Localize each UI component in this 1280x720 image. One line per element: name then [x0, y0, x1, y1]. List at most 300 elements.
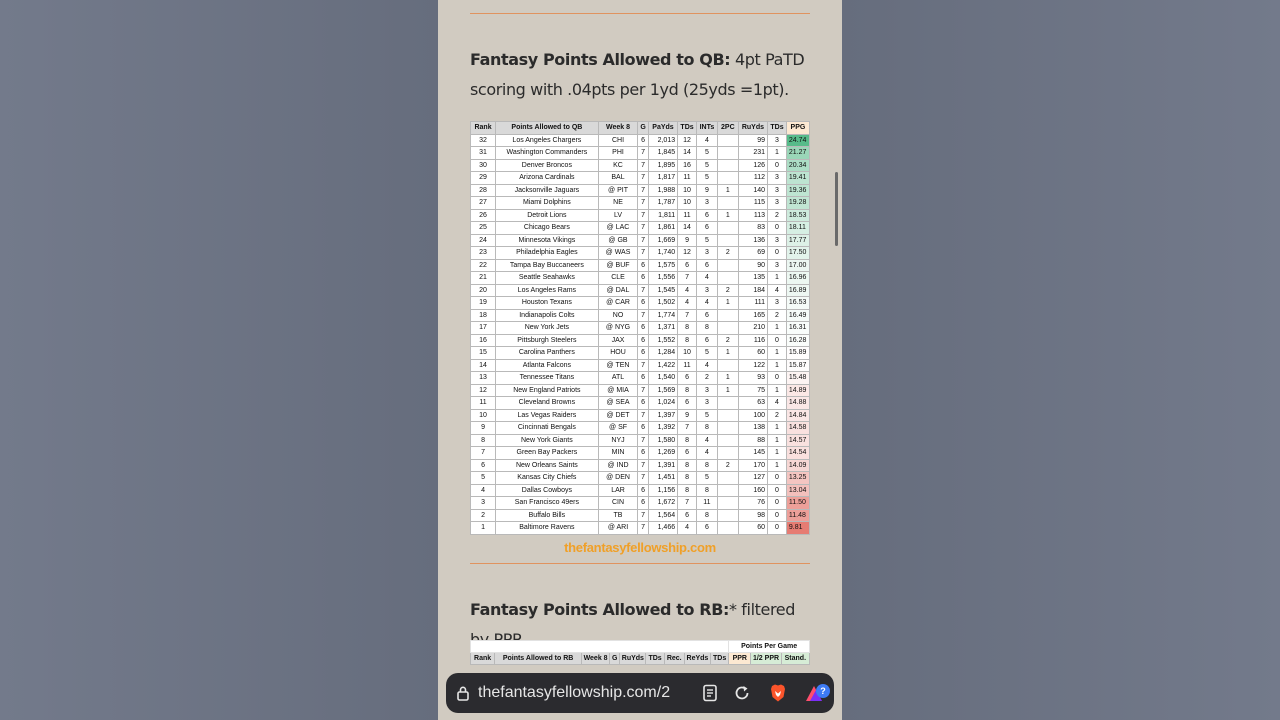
team-cell: Tennessee Titans — [496, 372, 599, 385]
qb-heading-text: 4pt PaTD scoring with .04pts per 1yd (25yds =1pt). — [470, 50, 805, 99]
ppg-cell: 21.27 — [786, 147, 809, 160]
table-cell: 63 — [738, 397, 767, 410]
table-cell — [717, 147, 738, 160]
table-cell: LV — [598, 209, 638, 222]
table-cell: @ WAS — [598, 247, 638, 260]
table-row — [471, 472, 810, 485]
table-cell: 1 — [768, 422, 787, 435]
table-cell: 3 — [696, 197, 717, 210]
table-row — [471, 272, 810, 285]
table-cell: 1,672 — [648, 497, 677, 510]
table-row — [471, 359, 810, 372]
table-cell: 6 — [678, 259, 697, 272]
table-cell: 1,156 — [648, 484, 677, 497]
table-cell: 7 — [638, 147, 648, 160]
brave-shield-icon[interactable] — [768, 683, 788, 703]
team-cell: San Francisco 49ers — [496, 497, 599, 510]
table-cell: 12 — [678, 247, 697, 260]
browser-address-bar[interactable] — [446, 673, 834, 713]
table-cell — [717, 259, 738, 272]
team-cell: Carolina Panthers — [496, 347, 599, 360]
team-cell: Baltimore Ravens — [496, 522, 599, 535]
table-row — [471, 397, 810, 410]
ppg-cell: 9.81 — [786, 522, 809, 535]
table-cell: 170 — [738, 459, 767, 472]
browser-viewport[interactable] — [438, 0, 842, 720]
table-cell: 2 — [717, 459, 738, 472]
table-cell: 60 — [738, 347, 767, 360]
section-divider — [470, 13, 810, 14]
table-row — [471, 134, 810, 147]
team-cell: Kansas City Chiefs — [496, 472, 599, 485]
team-cell: Jacksonville Jaguars — [496, 184, 599, 197]
ppg-cell: 17.00 — [786, 259, 809, 272]
table-cell: 29 — [471, 172, 496, 185]
url-text[interactable]: thefantasyfellowship.com/2 — [478, 684, 671, 701]
table-row — [471, 484, 810, 497]
column-header: G — [610, 653, 620, 665]
column-header: Stand. — [781, 653, 809, 665]
table-cell: 6 — [696, 209, 717, 222]
table-cell: 0 — [768, 472, 787, 485]
team-cell: Atlanta Falcons — [496, 359, 599, 372]
table-cell — [717, 309, 738, 322]
table-cell: 1,575 — [648, 259, 677, 272]
reader-mode-icon[interactable] — [700, 683, 720, 703]
table-cell: 0 — [768, 484, 787, 497]
table-cell: 1,845 — [648, 147, 677, 160]
table-cell: 20 — [471, 284, 496, 297]
table-row — [471, 197, 810, 210]
table-cell: 7 — [638, 222, 648, 235]
table-cell: 14 — [678, 222, 697, 235]
table-cell: 1,740 — [648, 247, 677, 260]
table-cell: 4 — [678, 522, 697, 535]
table-cell — [717, 234, 738, 247]
ppg-cell: 14.84 — [786, 409, 809, 422]
table-cell: 111 — [738, 297, 767, 310]
ppg-cell: 20.34 — [786, 159, 809, 172]
table-cell: 3 — [768, 197, 787, 210]
rb-column-header-row — [471, 653, 810, 665]
qb-points-allowed-table — [470, 121, 810, 535]
column-header: TDs — [711, 653, 729, 665]
table-cell: 8 — [696, 422, 717, 435]
table-cell: 7 — [638, 472, 648, 485]
table-cell: 3 — [696, 384, 717, 397]
table-cell: 7 — [638, 159, 648, 172]
table-cell: 8 — [678, 472, 697, 485]
column-header: TDs — [678, 122, 697, 135]
table-cell: 3 — [471, 497, 496, 510]
table-cell: 4 — [768, 284, 787, 297]
ppg-cell: 14.58 — [786, 422, 809, 435]
table-cell: 14 — [471, 359, 496, 372]
ppg-cell: 19.36 — [786, 184, 809, 197]
table-cell: 126 — [738, 159, 767, 172]
team-cell: Tampa Bay Buccaneers — [496, 259, 599, 272]
table-cell: 12 — [471, 384, 496, 397]
table-cell: 9 — [696, 184, 717, 197]
table-cell: 8 — [696, 484, 717, 497]
table-cell: 136 — [738, 234, 767, 247]
table-cell: 0 — [768, 372, 787, 385]
column-header: Points Allowed to QB — [496, 122, 599, 135]
table-cell — [717, 509, 738, 522]
table-cell: 28 — [471, 184, 496, 197]
table-cell: 8 — [471, 434, 496, 447]
table-cell — [717, 359, 738, 372]
table-cell: 88 — [738, 434, 767, 447]
column-header: G — [638, 122, 648, 135]
table-cell: 7 — [638, 172, 648, 185]
table-cell: 6 — [696, 259, 717, 272]
table-cell: 10 — [678, 184, 697, 197]
table-cell: @ GB — [598, 234, 638, 247]
table-cell: 3 — [768, 184, 787, 197]
table-cell: 6 — [638, 134, 648, 147]
column-header: RuYds — [620, 653, 646, 665]
table-row — [471, 284, 810, 297]
table-cell: 127 — [738, 472, 767, 485]
team-cell: Buffalo Bills — [496, 509, 599, 522]
table-cell: 15 — [471, 347, 496, 360]
table-cell: NYJ — [598, 434, 638, 447]
column-header: RuYds — [738, 122, 767, 135]
table-cell: 7 — [471, 447, 496, 460]
table-cell: 1,787 — [648, 197, 677, 210]
column-header: TDs — [646, 653, 664, 665]
table-cell: JAX — [598, 334, 638, 347]
lock-icon — [456, 685, 470, 701]
table-cell: 8 — [696, 509, 717, 522]
table-cell: 1,391 — [648, 459, 677, 472]
table-cell: 17 — [471, 322, 496, 335]
team-cell: Indianapolis Colts — [496, 309, 599, 322]
ppg-cell: 16.28 — [786, 334, 809, 347]
table-row — [471, 372, 810, 385]
table-cell: @ PIT — [598, 184, 638, 197]
table-cell: 6 — [471, 459, 496, 472]
column-header: Week 8 — [598, 122, 638, 135]
table-cell: KC — [598, 159, 638, 172]
team-cell: Houston Texans — [496, 297, 599, 310]
table-cell: 3 — [768, 134, 787, 147]
table-cell: 1,895 — [648, 159, 677, 172]
table-row — [471, 172, 810, 185]
table-cell: 231 — [738, 147, 767, 160]
team-cell: Seattle Seahawks — [496, 272, 599, 285]
table-cell: 145 — [738, 447, 767, 460]
table-cell: 9 — [678, 409, 697, 422]
team-cell: Green Bay Packers — [496, 447, 599, 460]
column-header: Rank — [471, 122, 496, 135]
ppg-cell: 14.57 — [786, 434, 809, 447]
table-cell: 140 — [738, 184, 767, 197]
table-cell: 99 — [738, 134, 767, 147]
table-cell: 1,817 — [648, 172, 677, 185]
table-cell — [717, 172, 738, 185]
ppg-cell: 13.04 — [786, 484, 809, 497]
table-cell: 75 — [738, 384, 767, 397]
table-cell: 6 — [696, 309, 717, 322]
team-cell: New York Giants — [496, 434, 599, 447]
ppg-cell: 14.88 — [786, 397, 809, 410]
ppg-cell: 16.53 — [786, 297, 809, 310]
background-right — [842, 0, 1280, 720]
table-cell: 1 — [471, 522, 496, 535]
brave-rewards-icon[interactable] — [804, 683, 832, 703]
ppg-cell: 15.87 — [786, 359, 809, 372]
table-cell — [717, 434, 738, 447]
team-cell: Washington Commanders — [496, 147, 599, 160]
table-cell: 16 — [678, 159, 697, 172]
table-cell: 6 — [638, 259, 648, 272]
table-cell: CHI — [598, 134, 638, 147]
table-cell: 1 — [717, 384, 738, 397]
table-cell: 4 — [696, 297, 717, 310]
column-header: ReYds — [684, 653, 710, 665]
table-cell: 18 — [471, 309, 496, 322]
table-cell: 165 — [738, 309, 767, 322]
table-cell: 32 — [471, 134, 496, 147]
table-cell: @ LAC — [598, 222, 638, 235]
team-cell: Cleveland Browns — [496, 397, 599, 410]
table-cell: 1,569 — [648, 384, 677, 397]
table-cell: 6 — [638, 347, 648, 360]
table-cell: 21 — [471, 272, 496, 285]
table-cell: 11 — [678, 209, 697, 222]
table-cell: 4 — [696, 134, 717, 147]
ppg-cell: 18.53 — [786, 209, 809, 222]
team-cell: Chicago Bears — [496, 222, 599, 235]
table-cell: 4 — [768, 397, 787, 410]
table-cell: 1 — [717, 347, 738, 360]
table-cell: 6 — [638, 397, 648, 410]
table-cell: 4 — [678, 297, 697, 310]
table-cell: 7 — [638, 284, 648, 297]
table-cell: 1,451 — [648, 472, 677, 485]
table-cell: 7 — [678, 272, 697, 285]
table-cell: 69 — [738, 247, 767, 260]
table-cell: 113 — [738, 209, 767, 222]
table-cell: 16 — [471, 334, 496, 347]
table-cell: 9 — [471, 422, 496, 435]
table-cell: 3 — [768, 234, 787, 247]
table-row — [471, 247, 810, 260]
team-cell: Las Vegas Raiders — [496, 409, 599, 422]
scrollbar-thumb[interactable] — [835, 172, 838, 246]
table-cell: 83 — [738, 222, 767, 235]
table-cell: 1,269 — [648, 447, 677, 460]
column-header: Rec. — [664, 653, 684, 665]
table-cell: @ DET — [598, 409, 638, 422]
table-cell: 1,502 — [648, 297, 677, 310]
ppg-cell: 16.31 — [786, 322, 809, 335]
ppg-cell: 16.89 — [786, 284, 809, 297]
table-cell: 7 — [638, 359, 648, 372]
table-cell: 1,397 — [648, 409, 677, 422]
table-cell: 4 — [696, 447, 717, 460]
table-cell: 4 — [696, 434, 717, 447]
table-cell: 6 — [638, 497, 648, 510]
table-cell: 60 — [738, 522, 767, 535]
table-cell: 1,392 — [648, 422, 677, 435]
table-cell: 1 — [768, 447, 787, 460]
table-cell: 5 — [696, 159, 717, 172]
table-cell: 210 — [738, 322, 767, 335]
table-cell: HOU — [598, 347, 638, 360]
table-cell: 1 — [768, 147, 787, 160]
table-cell: 1 — [768, 459, 787, 472]
table-cell: 10 — [678, 197, 697, 210]
table-cell: 1,669 — [648, 234, 677, 247]
team-cell: Denver Broncos — [496, 159, 599, 172]
reload-icon[interactable] — [732, 683, 752, 703]
table-cell: 11 — [696, 497, 717, 510]
table-cell: 8 — [678, 459, 697, 472]
table-cell: 3 — [696, 247, 717, 260]
ppg-cell: 17.77 — [786, 234, 809, 247]
table-cell: 3 — [768, 172, 787, 185]
table-row — [471, 384, 810, 397]
table-cell: 1 — [768, 322, 787, 335]
table-cell: 3 — [696, 284, 717, 297]
table-cell: 6 — [638, 447, 648, 460]
table-cell: 6 — [696, 522, 717, 535]
ppg-cell: 11.48 — [786, 509, 809, 522]
table-cell: 1,540 — [648, 372, 677, 385]
table-cell: 6 — [678, 372, 697, 385]
team-cell: New York Jets — [496, 322, 599, 335]
team-cell: Detroit Lions — [496, 209, 599, 222]
ppg-cell: 13.25 — [786, 472, 809, 485]
table-cell: 93 — [738, 372, 767, 385]
table-cell: 7 — [638, 509, 648, 522]
table-cell: 116 — [738, 334, 767, 347]
table-cell: 1,580 — [648, 434, 677, 447]
table-row — [471, 334, 810, 347]
table-cell: 2 — [471, 509, 496, 522]
table-cell: @ DEN — [598, 472, 638, 485]
table-cell: 184 — [738, 284, 767, 297]
rb-heading-text: * filtered — [729, 600, 795, 619]
table-cell — [717, 322, 738, 335]
table-cell: 7 — [638, 522, 648, 535]
table-cell: 11 — [678, 172, 697, 185]
team-cell: Minnesota Vikings — [496, 234, 599, 247]
table-cell — [717, 447, 738, 460]
table-cell: 1 — [717, 372, 738, 385]
table-cell: 9 — [678, 234, 697, 247]
team-cell: Arizona Cardinals — [496, 172, 599, 185]
table-cell: 27 — [471, 197, 496, 210]
table-cell: 2 — [717, 284, 738, 297]
table-cell: 14 — [678, 147, 697, 160]
team-cell: Philadelphia Eagles — [496, 247, 599, 260]
table-cell: NO — [598, 309, 638, 322]
table-cell: 1 — [717, 184, 738, 197]
table-cell: 5 — [696, 147, 717, 160]
site-watermark: thefantasyfellowship.com — [564, 540, 716, 555]
table-cell: 1 — [717, 297, 738, 310]
table-cell: 7 — [678, 309, 697, 322]
table-cell — [717, 409, 738, 422]
ppg-cell: 24.74 — [786, 134, 809, 147]
table-cell: 6 — [638, 322, 648, 335]
table-cell: 10 — [678, 347, 697, 360]
column-header: PPG — [786, 122, 809, 135]
table-cell: CLE — [598, 272, 638, 285]
table-cell: 4 — [696, 359, 717, 372]
table-cell: 1,564 — [648, 509, 677, 522]
table-cell: 26 — [471, 209, 496, 222]
ppg-cell: 15.89 — [786, 347, 809, 360]
background-left — [0, 0, 438, 720]
table-cell: 5 — [696, 409, 717, 422]
table-cell: 8 — [678, 322, 697, 335]
table-cell: 31 — [471, 147, 496, 160]
table-row — [471, 409, 810, 422]
table-cell: @ CAR — [598, 297, 638, 310]
column-header: 1/2 PPR — [751, 653, 781, 665]
team-cell: Cincinnati Bengals — [496, 422, 599, 435]
table-cell: 11 — [678, 359, 697, 372]
table-row — [471, 297, 810, 310]
table-cell: 135 — [738, 272, 767, 285]
column-header: PaYds — [648, 122, 677, 135]
team-cell: Miami Dolphins — [496, 197, 599, 210]
table-row — [471, 347, 810, 360]
rb-group-header-row — [471, 641, 810, 653]
table-cell: 7 — [638, 197, 648, 210]
ppg-cell: 15.48 — [786, 372, 809, 385]
team-cell: New England Patriots — [496, 384, 599, 397]
table-cell: 19 — [471, 297, 496, 310]
table-cell: 1,552 — [648, 334, 677, 347]
table-cell: 1,774 — [648, 309, 677, 322]
table-cell: @ NYG — [598, 322, 638, 335]
table-cell: 6 — [678, 447, 697, 460]
table-cell: 6 — [696, 334, 717, 347]
table-cell: BAL — [598, 172, 638, 185]
table-cell: 76 — [738, 497, 767, 510]
table-cell: 0 — [768, 247, 787, 260]
table-cell — [717, 497, 738, 510]
table-row — [471, 434, 810, 447]
table-cell: 2 — [768, 409, 787, 422]
table-cell: 8 — [678, 334, 697, 347]
table-row — [471, 497, 810, 510]
qb-section-heading — [470, 45, 815, 105]
ppg-cell: 19.28 — [786, 197, 809, 210]
table-cell — [717, 272, 738, 285]
table-cell: 30 — [471, 159, 496, 172]
table-cell: 7 — [678, 497, 697, 510]
table-cell: 4 — [678, 284, 697, 297]
column-header: PPR — [729, 653, 751, 665]
table-cell: TB — [598, 509, 638, 522]
table-cell: 8 — [696, 322, 717, 335]
table-row — [471, 309, 810, 322]
table-cell: 115 — [738, 197, 767, 210]
table-cell: 1 — [768, 347, 787, 360]
table-cell: 3 — [696, 397, 717, 410]
table-cell: 2 — [696, 372, 717, 385]
table-cell: 5 — [696, 472, 717, 485]
table-cell: 13 — [471, 372, 496, 385]
table-cell: ATL — [598, 372, 638, 385]
